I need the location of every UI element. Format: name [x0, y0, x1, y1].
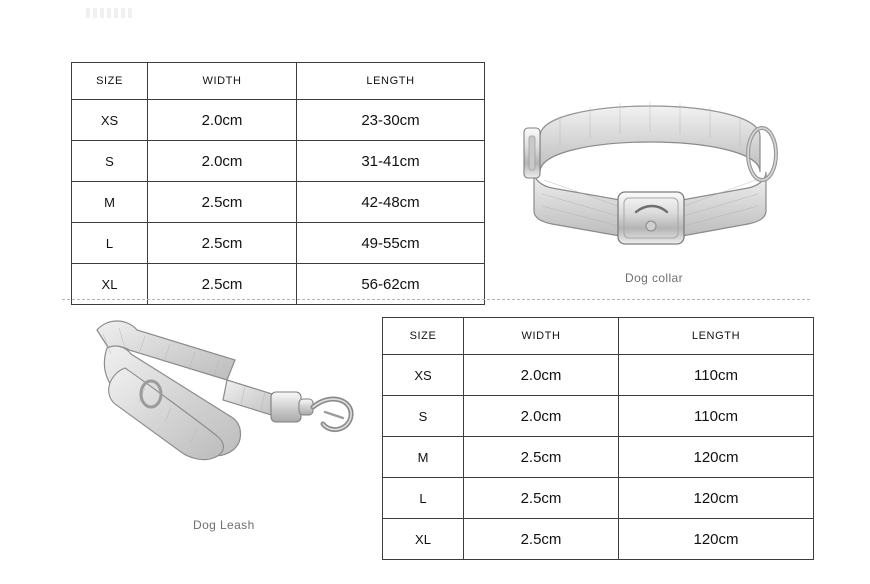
column-header-size: SIZE [72, 63, 148, 100]
cell-length: 49-55cm [297, 223, 485, 264]
cell-width: 2.5cm [148, 223, 297, 264]
cell-width: 2.5cm [148, 264, 297, 305]
table-row [72, 223, 485, 264]
cell-length: 110cm [619, 396, 814, 437]
column-header-size: SIZE [383, 318, 464, 355]
table-row [383, 437, 814, 478]
table-row [72, 141, 485, 182]
table-row [383, 355, 814, 396]
column-header-width: WIDTH [464, 318, 619, 355]
table-row [383, 396, 814, 437]
cell-size: XL [72, 264, 148, 305]
leash-size-table [382, 317, 814, 560]
cell-width: 2.0cm [464, 355, 619, 396]
cell-size: S [72, 141, 148, 182]
table-row [72, 182, 485, 223]
table-row [72, 100, 485, 141]
cell-length: 42-48cm [297, 182, 485, 223]
leash-caption: Dog Leash [193, 518, 255, 532]
cell-width: 2.0cm [464, 396, 619, 437]
cell-width: 2.5cm [464, 437, 619, 478]
column-header-length: LENGTH [619, 318, 814, 355]
table-row [383, 478, 814, 519]
cell-size: M [72, 182, 148, 223]
cell-width: 2.0cm [148, 141, 297, 182]
cell-length: 120cm [619, 519, 814, 560]
cell-size: XL [383, 519, 464, 560]
cell-size: XS [72, 100, 148, 141]
cell-length: 110cm [619, 355, 814, 396]
cell-length: 56-62cm [297, 264, 485, 305]
dog-leash-illustration [85, 308, 365, 508]
cell-length: 120cm [619, 437, 814, 478]
cell-size: L [383, 478, 464, 519]
collar-size-table [71, 62, 485, 305]
cell-size: M [383, 437, 464, 478]
table-header-row [383, 318, 814, 355]
cell-width: 2.5cm [148, 182, 297, 223]
table-row [383, 519, 814, 560]
cell-length: 23-30cm [297, 100, 485, 141]
column-header-length: LENGTH [297, 63, 485, 100]
table-header-row [72, 63, 485, 100]
column-header-width: WIDTH [148, 63, 297, 100]
collar-caption: Dog collar [625, 271, 684, 285]
cell-size: S [383, 396, 464, 437]
cell-length: 120cm [619, 478, 814, 519]
cell-width: 2.5cm [464, 478, 619, 519]
cell-width: 2.0cm [148, 100, 297, 141]
dog-collar-illustration [500, 76, 800, 256]
cell-length: 31-41cm [297, 141, 485, 182]
cell-size: XS [383, 355, 464, 396]
section-divider [62, 299, 810, 300]
cell-width: 2.5cm [464, 519, 619, 560]
cell-size: L [72, 223, 148, 264]
scan-corner-mark [86, 8, 132, 18]
